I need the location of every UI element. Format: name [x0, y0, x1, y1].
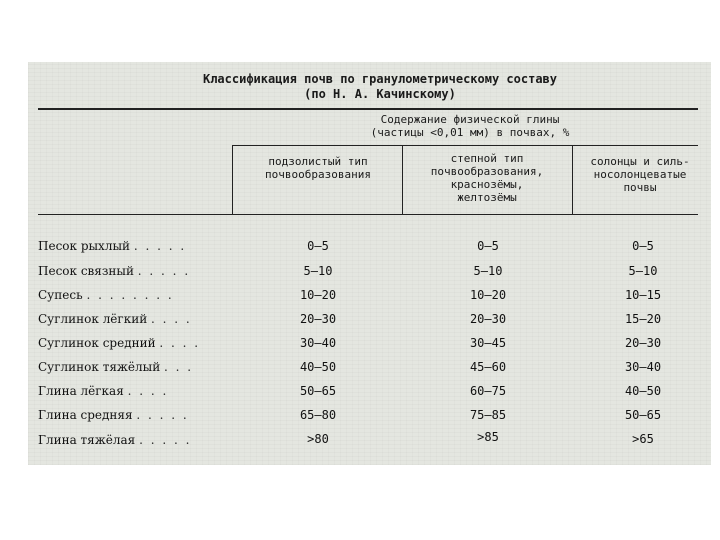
value-podzolic: 65—80	[299, 408, 337, 422]
col-divider-2	[402, 145, 403, 215]
value-podzolic: 10—20	[299, 288, 337, 302]
value-steppe: 5—10	[473, 264, 503, 278]
group-underline	[232, 145, 698, 146]
value-podzolic: >80	[307, 432, 329, 446]
col-divider-3	[572, 145, 573, 215]
col1-header: подзолистый тип почвообразования	[265, 155, 371, 181]
value-solonets: 20—30	[624, 336, 662, 350]
value-steppe: 45—60	[469, 360, 507, 374]
leader-dots: . . . . .	[137, 264, 191, 278]
value-podzolic: 40—50	[299, 360, 337, 374]
row-label: Суглинок средний	[38, 336, 156, 350]
value-steppe: >85	[477, 430, 499, 444]
value-solonets: 10—15	[624, 288, 662, 302]
value-solonets: >65	[632, 432, 654, 446]
row-label: Суглинок лёгкий	[38, 312, 148, 326]
leader-dots: . . . . .	[139, 433, 192, 447]
leader-dots: . . . . . . . .	[86, 288, 174, 302]
row-label: Суглинок тяжёлый	[38, 360, 161, 374]
value-solonets: 50—65	[624, 408, 662, 422]
leader-dots: . . . . .	[136, 408, 189, 422]
value-solonets: 0—5	[632, 239, 654, 253]
row-label: Глина лёгкая	[38, 384, 124, 398]
value-steppe: 60—75	[469, 384, 507, 398]
value-steppe: 30—45	[469, 336, 507, 350]
value-steppe: 0—5	[477, 239, 499, 253]
value-solonets: 40—50	[624, 384, 662, 398]
header-rule	[38, 214, 698, 215]
group-header: Содержание физической глины (частицы <0,01 мм) в почвах, %	[370, 113, 570, 139]
row-label: Глина средняя	[38, 408, 133, 422]
table-title: Классификация почв по гранулометрическому составу	[202, 72, 557, 86]
value-steppe: 75—85	[469, 408, 507, 422]
value-steppe: 10—20	[469, 288, 507, 302]
col2-header: степной тип почвообразования, краснозёмы, желтозёмы	[430, 152, 544, 204]
table-subtitle: (по Н. А. Качинскому)	[304, 87, 456, 101]
row-label: Песок рыхлый	[38, 239, 130, 253]
top-rule	[38, 108, 698, 110]
leader-dots: . . . .	[127, 384, 169, 398]
value-solonets: 30—40	[624, 360, 662, 374]
value-solonets: 5—10	[628, 264, 658, 278]
value-steppe: 20—30	[469, 312, 507, 326]
value-podzolic: 20—30	[299, 312, 337, 326]
value-solonets: 15—20	[624, 312, 662, 326]
col3-header: солонцы и силь- носолонцеватые почвы	[590, 155, 690, 194]
leader-dots: . . .	[164, 360, 194, 374]
row-label: Песок связный	[38, 264, 134, 278]
value-podzolic: 0—5	[307, 239, 329, 253]
leader-dots: . . . . .	[133, 239, 187, 253]
col-divider-1	[232, 145, 233, 215]
leader-dots: . . . .	[151, 312, 192, 326]
row-label: Глина тяжёлая	[38, 433, 136, 447]
value-podzolic: 5—10	[303, 264, 333, 278]
value-podzolic: 50—65	[299, 384, 337, 398]
row-label: Супесь	[38, 288, 83, 302]
value-podzolic: 30—40	[299, 336, 337, 350]
leader-dots: . . . .	[159, 336, 201, 350]
